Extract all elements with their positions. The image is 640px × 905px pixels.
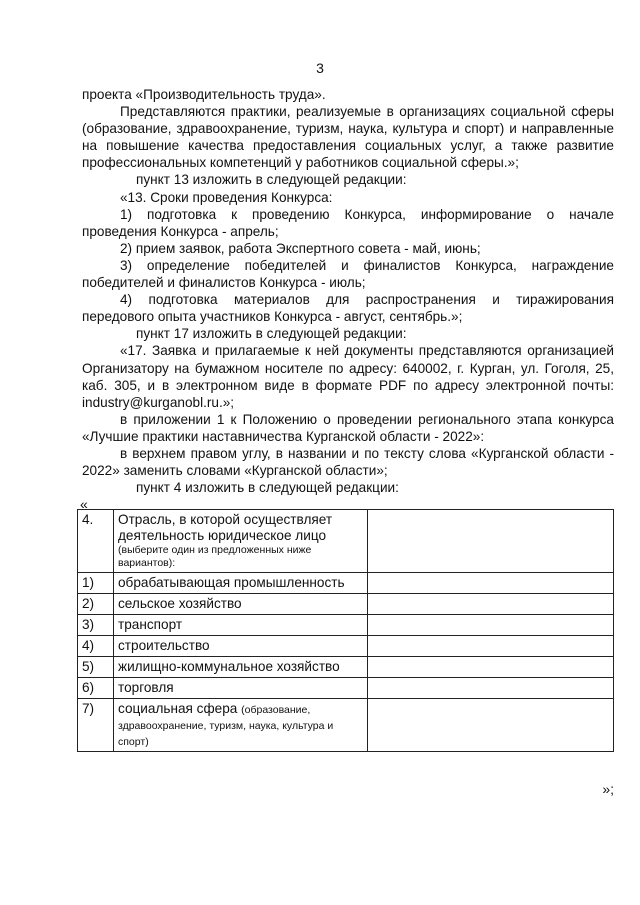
industry-table <box>77 509 614 752</box>
value-cell <box>368 615 614 636</box>
row-number: 6) <box>78 678 114 699</box>
row-number: 3) <box>78 615 114 636</box>
table-row <box>78 699 614 752</box>
row-label: торговля <box>114 678 368 699</box>
body-text <box>82 86 614 496</box>
close-quote: »; <box>602 781 614 797</box>
value-cell <box>368 594 614 615</box>
row-number: 7) <box>78 699 114 752</box>
row-label: обрабатывающая промышленность <box>114 573 368 594</box>
row-number: 4. <box>78 510 114 573</box>
row-label: жилищно-коммунальное хозяйство <box>114 657 368 678</box>
table-row <box>78 678 614 699</box>
row-label: сельское хозяйство <box>114 594 368 615</box>
table-row <box>78 573 614 594</box>
paragraph: 3) определение победителей и финалистов Конкурса, награждение победителей и финалистов Конкурса - июль; <box>82 257 614 291</box>
table-row <box>78 594 614 615</box>
paragraph: проекта «Производительность труда». <box>82 87 326 102</box>
table-header-row <box>78 510 614 573</box>
paragraph: 1) подготовка к проведению Конкурса, информирование о начале проведения Конкурса - апрель; <box>82 206 614 239</box>
row-label-note: (образование, здравоохранение, туризм, наука, культура и спорт) <box>118 704 334 748</box>
paragraph: 4) подготовка материалов для распространения и тиражирования передового опыта участников Конкурса - август, сентябрь.»; <box>82 292 614 325</box>
value-cell <box>368 573 614 594</box>
table-row <box>78 615 614 636</box>
value-cell <box>368 636 614 657</box>
paragraph: «13. Сроки проведения Конкурса: <box>120 189 333 205</box>
row-number: 1) <box>78 573 114 594</box>
header-label: Отрасль, в которой осуществляет деятельность юридическое лицо <box>118 512 333 543</box>
value-cell <box>368 699 614 752</box>
value-cell <box>368 510 614 573</box>
page-number: 3 <box>316 60 324 76</box>
header-note: (выберите один из предложенных ниже вариантов): <box>118 544 312 569</box>
paragraph: пункт 13 изложить в следующей редакции: <box>136 172 407 188</box>
paragraph: в верхнем правом углу, в названии и по тексту слова «Курганской области - 2022» заменить словами «Курганской области»; <box>82 445 614 479</box>
table-row <box>78 657 614 678</box>
paragraph: Представляются практики, реализуемые в организациях социальной сферы (образование, здравоохранение, туризм, наука, культура и спорт) и направленные на повышение качества предоставления социальных услуг, а также развитие профессиональных компетенций у работников социальной сферы.»; <box>82 104 614 171</box>
row-label-main: социальная сфера <box>118 701 238 716</box>
row-label: строительство <box>114 636 368 657</box>
paragraph: 2) прием заявок, работа Экспертного совета - май, июнь; <box>120 240 481 256</box>
paragraph: «17. Заявка и прилагаемые к ней документы представляются организацией Организатору на бумажном носителе по адресу: 640002, г. Курган, ул. Гоголя, 25, каб. 305, и в электронном виде в формате PDF по адресу электронной почты: industry@kurganobl.ru.»; <box>82 343 614 410</box>
row-label <box>114 699 368 752</box>
paragraph: в приложении 1 к Положению о проведении регионального этапа конкурса «Лучшие практики наставничества Курганской области - 2022»: <box>82 411 614 444</box>
paragraph: пункт 4 изложить в следующей редакции: <box>136 480 399 496</box>
row-number: 5) <box>78 657 114 678</box>
open-quote: « <box>80 496 88 512</box>
row-number: 2) <box>78 594 114 615</box>
paragraph: пункт 17 изложить в следующей редакции: <box>136 326 407 342</box>
value-cell <box>368 678 614 699</box>
row-label <box>114 510 368 573</box>
table-row <box>78 636 614 657</box>
value-cell <box>368 657 614 678</box>
row-number: 4) <box>78 636 114 657</box>
row-label: транспорт <box>114 615 368 636</box>
